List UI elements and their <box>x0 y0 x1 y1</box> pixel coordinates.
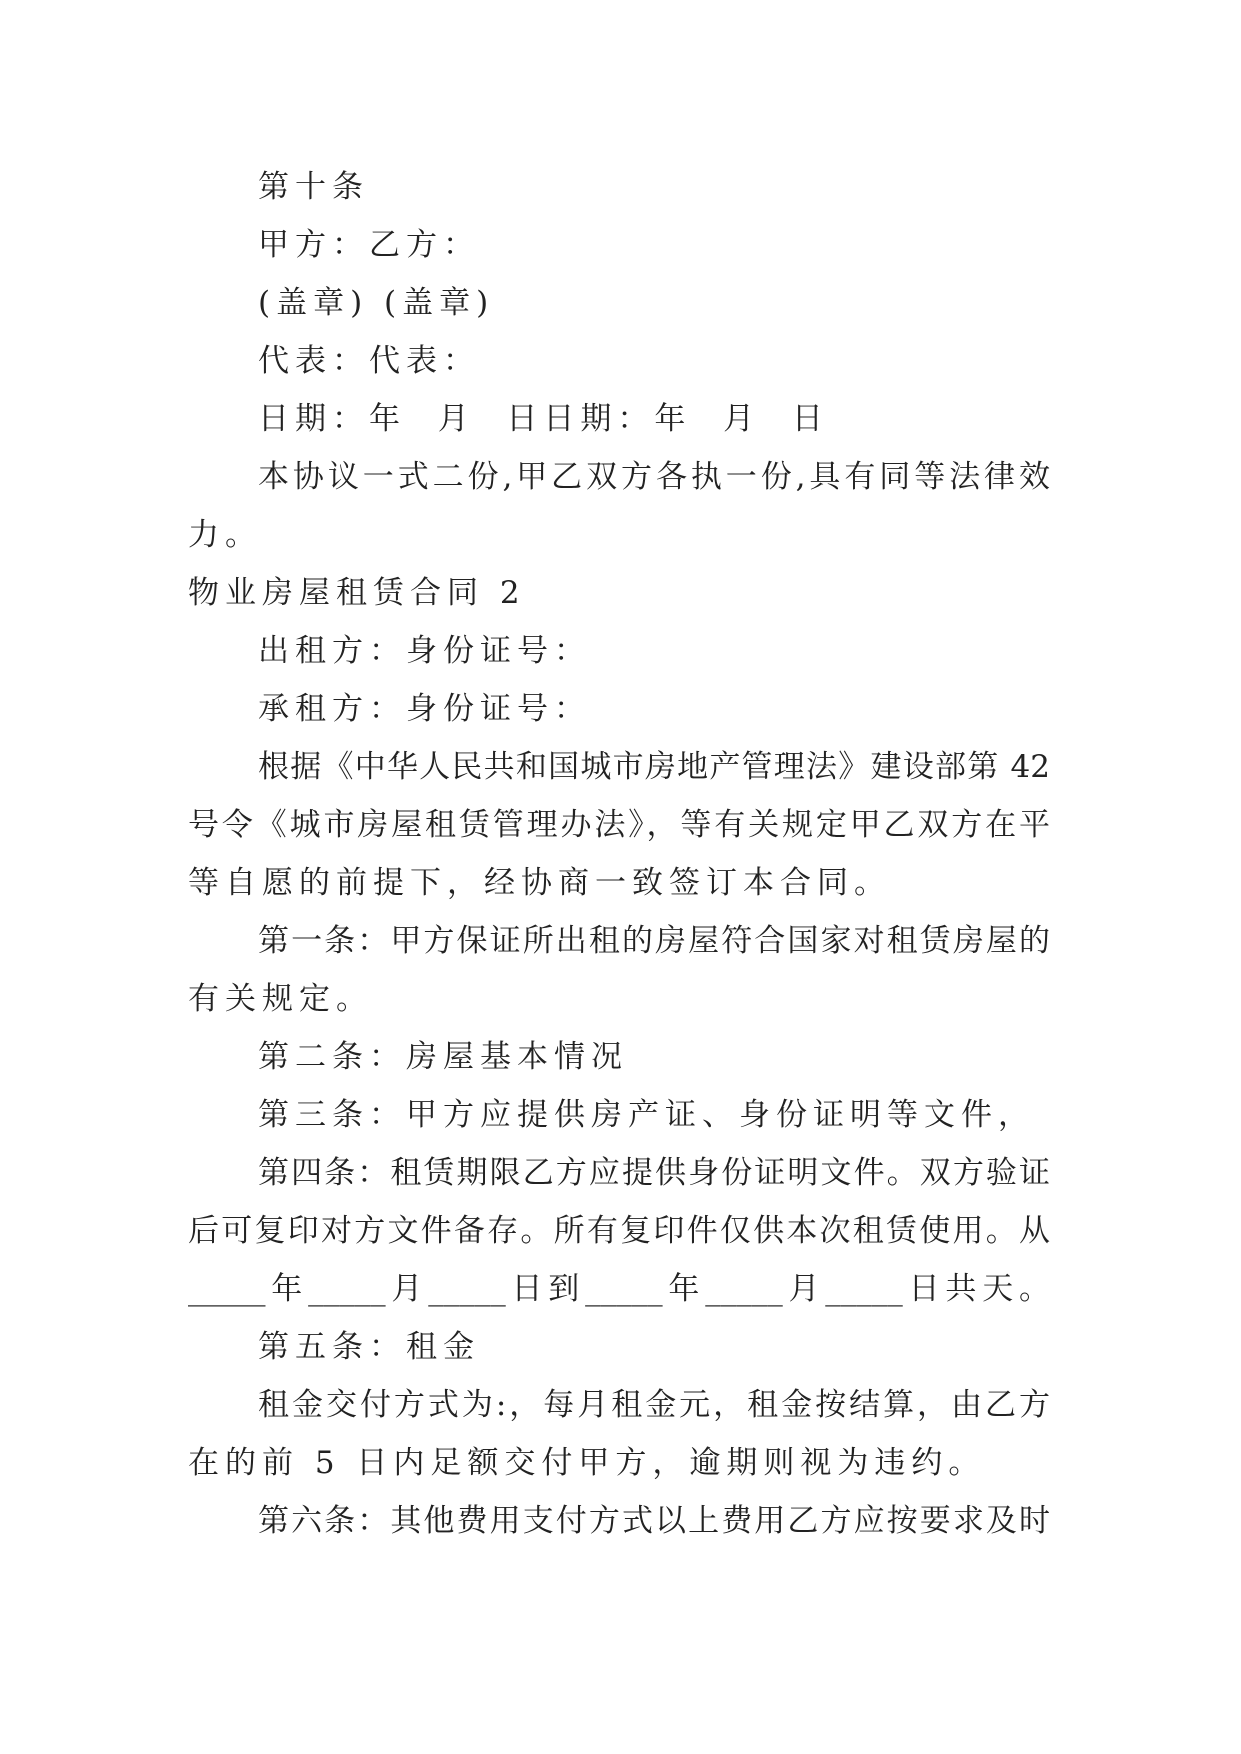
article-4-line-1: 第四条：租赁期限乙方应提供身份证明文件。双方验证 <box>258 1155 1050 1191</box>
date-label: 日期：年 月 日日期：年 月 日 <box>258 401 829 437</box>
preamble-line-1: 根据《中华人民共和国城市房地产管理法》建设部第 42 <box>258 749 1050 785</box>
article-4-line-3: _____年_____月_____日到_____年_____月_____日共天。 <box>188 1271 1050 1307</box>
article-1-line-1: 第一条：甲方保证所出租的房屋符合国家对租赁房屋的 <box>258 923 1050 959</box>
contract-title: 物业房屋租赁合同 2 <box>188 575 526 611</box>
preamble-line-3: 等自愿的前提下，经协商一致签订本合同。 <box>188 865 891 901</box>
party-a-b-label: 甲方：乙方： <box>258 227 480 263</box>
lessee-label: 承租方：身份证号： <box>258 691 591 727</box>
document-body <box>188 158 1050 1550</box>
article-5-heading: 第五条：租金 <box>258 1329 480 1365</box>
seal-label: (盖章) (盖章) <box>258 285 495 321</box>
lessor-label: 出租方：身份证号： <box>258 633 591 669</box>
article-10-heading: 第十条 <box>258 169 369 205</box>
article-1-line-2: 有关规定。 <box>188 981 373 1017</box>
article-2: 第二条：房屋基本情况 <box>258 1039 628 1075</box>
copies-paragraph-line-2: 力。 <box>188 517 262 553</box>
rent-payment-line-1: 租金交付方式为:，每月租金元，租金按结算，由乙方 <box>258 1387 1050 1423</box>
article-3: 第三条：甲方应提供房产证、身份证明等文件， <box>258 1097 1035 1133</box>
article-6-line-1: 第六条：其他费用支付方式以上费用乙方应按要求及时 <box>258 1503 1050 1539</box>
representative-label: 代表：代表： <box>258 343 480 379</box>
rent-payment-line-2: 在的前 5 日内足额交付甲方，逾期则视为违约。 <box>188 1445 986 1481</box>
copies-paragraph-line-1: 本协议一式二份,甲乙双方各执一份,具有同等法律效 <box>258 459 1050 495</box>
preamble-line-2: 号令《城市房屋租赁管理办法》，等有关规定甲乙双方在平 <box>188 807 1050 843</box>
article-4-line-2: 后可复印对方文件备存。所有复印件仅供本次租赁使用。从 <box>188 1213 1050 1249</box>
